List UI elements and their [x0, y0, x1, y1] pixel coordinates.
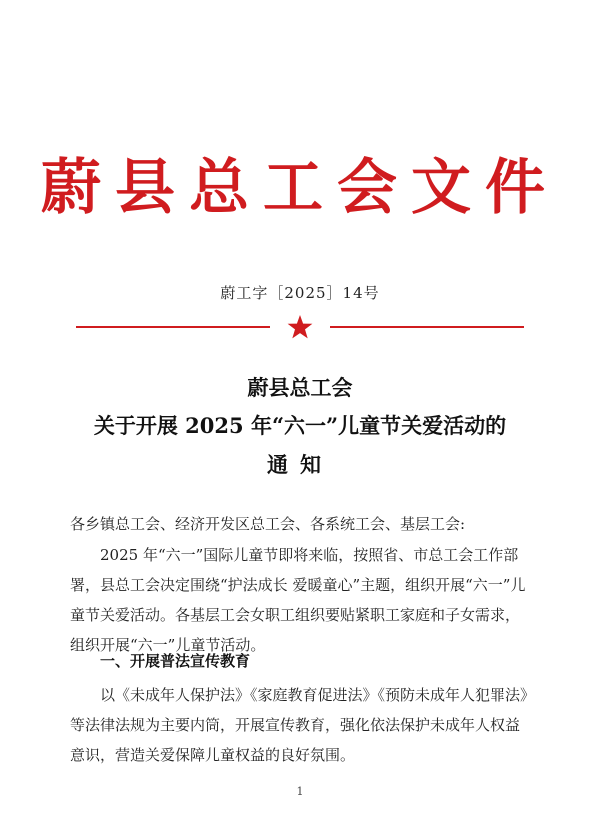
- notice-type: 通知: [267, 452, 333, 477]
- divider-line-left: [76, 326, 270, 328]
- addressee-line: 各乡镇总工会、经济开发区总工会、各系统工会、基层工会:: [70, 515, 466, 533]
- body-paragraph-intro: 2025 年“六一”国际儿童节即将来临，按照省、市总工会工作部署，县总工会决定围绕“护法成长 爱暖童心”主题，组织开展“六一”儿童节关爱活动。各基层工会女职工组织要贴紧职工家庭和子女需求，组织开展“六一”儿童节活动。: [70, 546, 526, 654]
- body-paragraph-section1: 以《未成年人保护法》《家庭教育促进法》《预防未成年人犯罪法》等法律法规为主要内筒，开展宣传教育，强化依法保护未成年人权益意识，营造关爱保障儿童权益的良好氛围。: [70, 686, 528, 764]
- notice-subject: 关于开展 2025 年“六一”儿童节关爱活动的: [93, 413, 507, 438]
- document-number: 蔚工字［2025］14号: [220, 284, 380, 302]
- notice-issuer: 蔚县总工会: [247, 375, 353, 400]
- section-heading: 一、开展普法宣传教育: [100, 652, 251, 670]
- red-divider: [76, 315, 524, 339]
- page-number: 1: [296, 785, 304, 798]
- divider-line-right: [330, 326, 524, 328]
- document-header-title: 蔚县总工会文件: [41, 153, 559, 223]
- star-icon: [287, 315, 313, 339]
